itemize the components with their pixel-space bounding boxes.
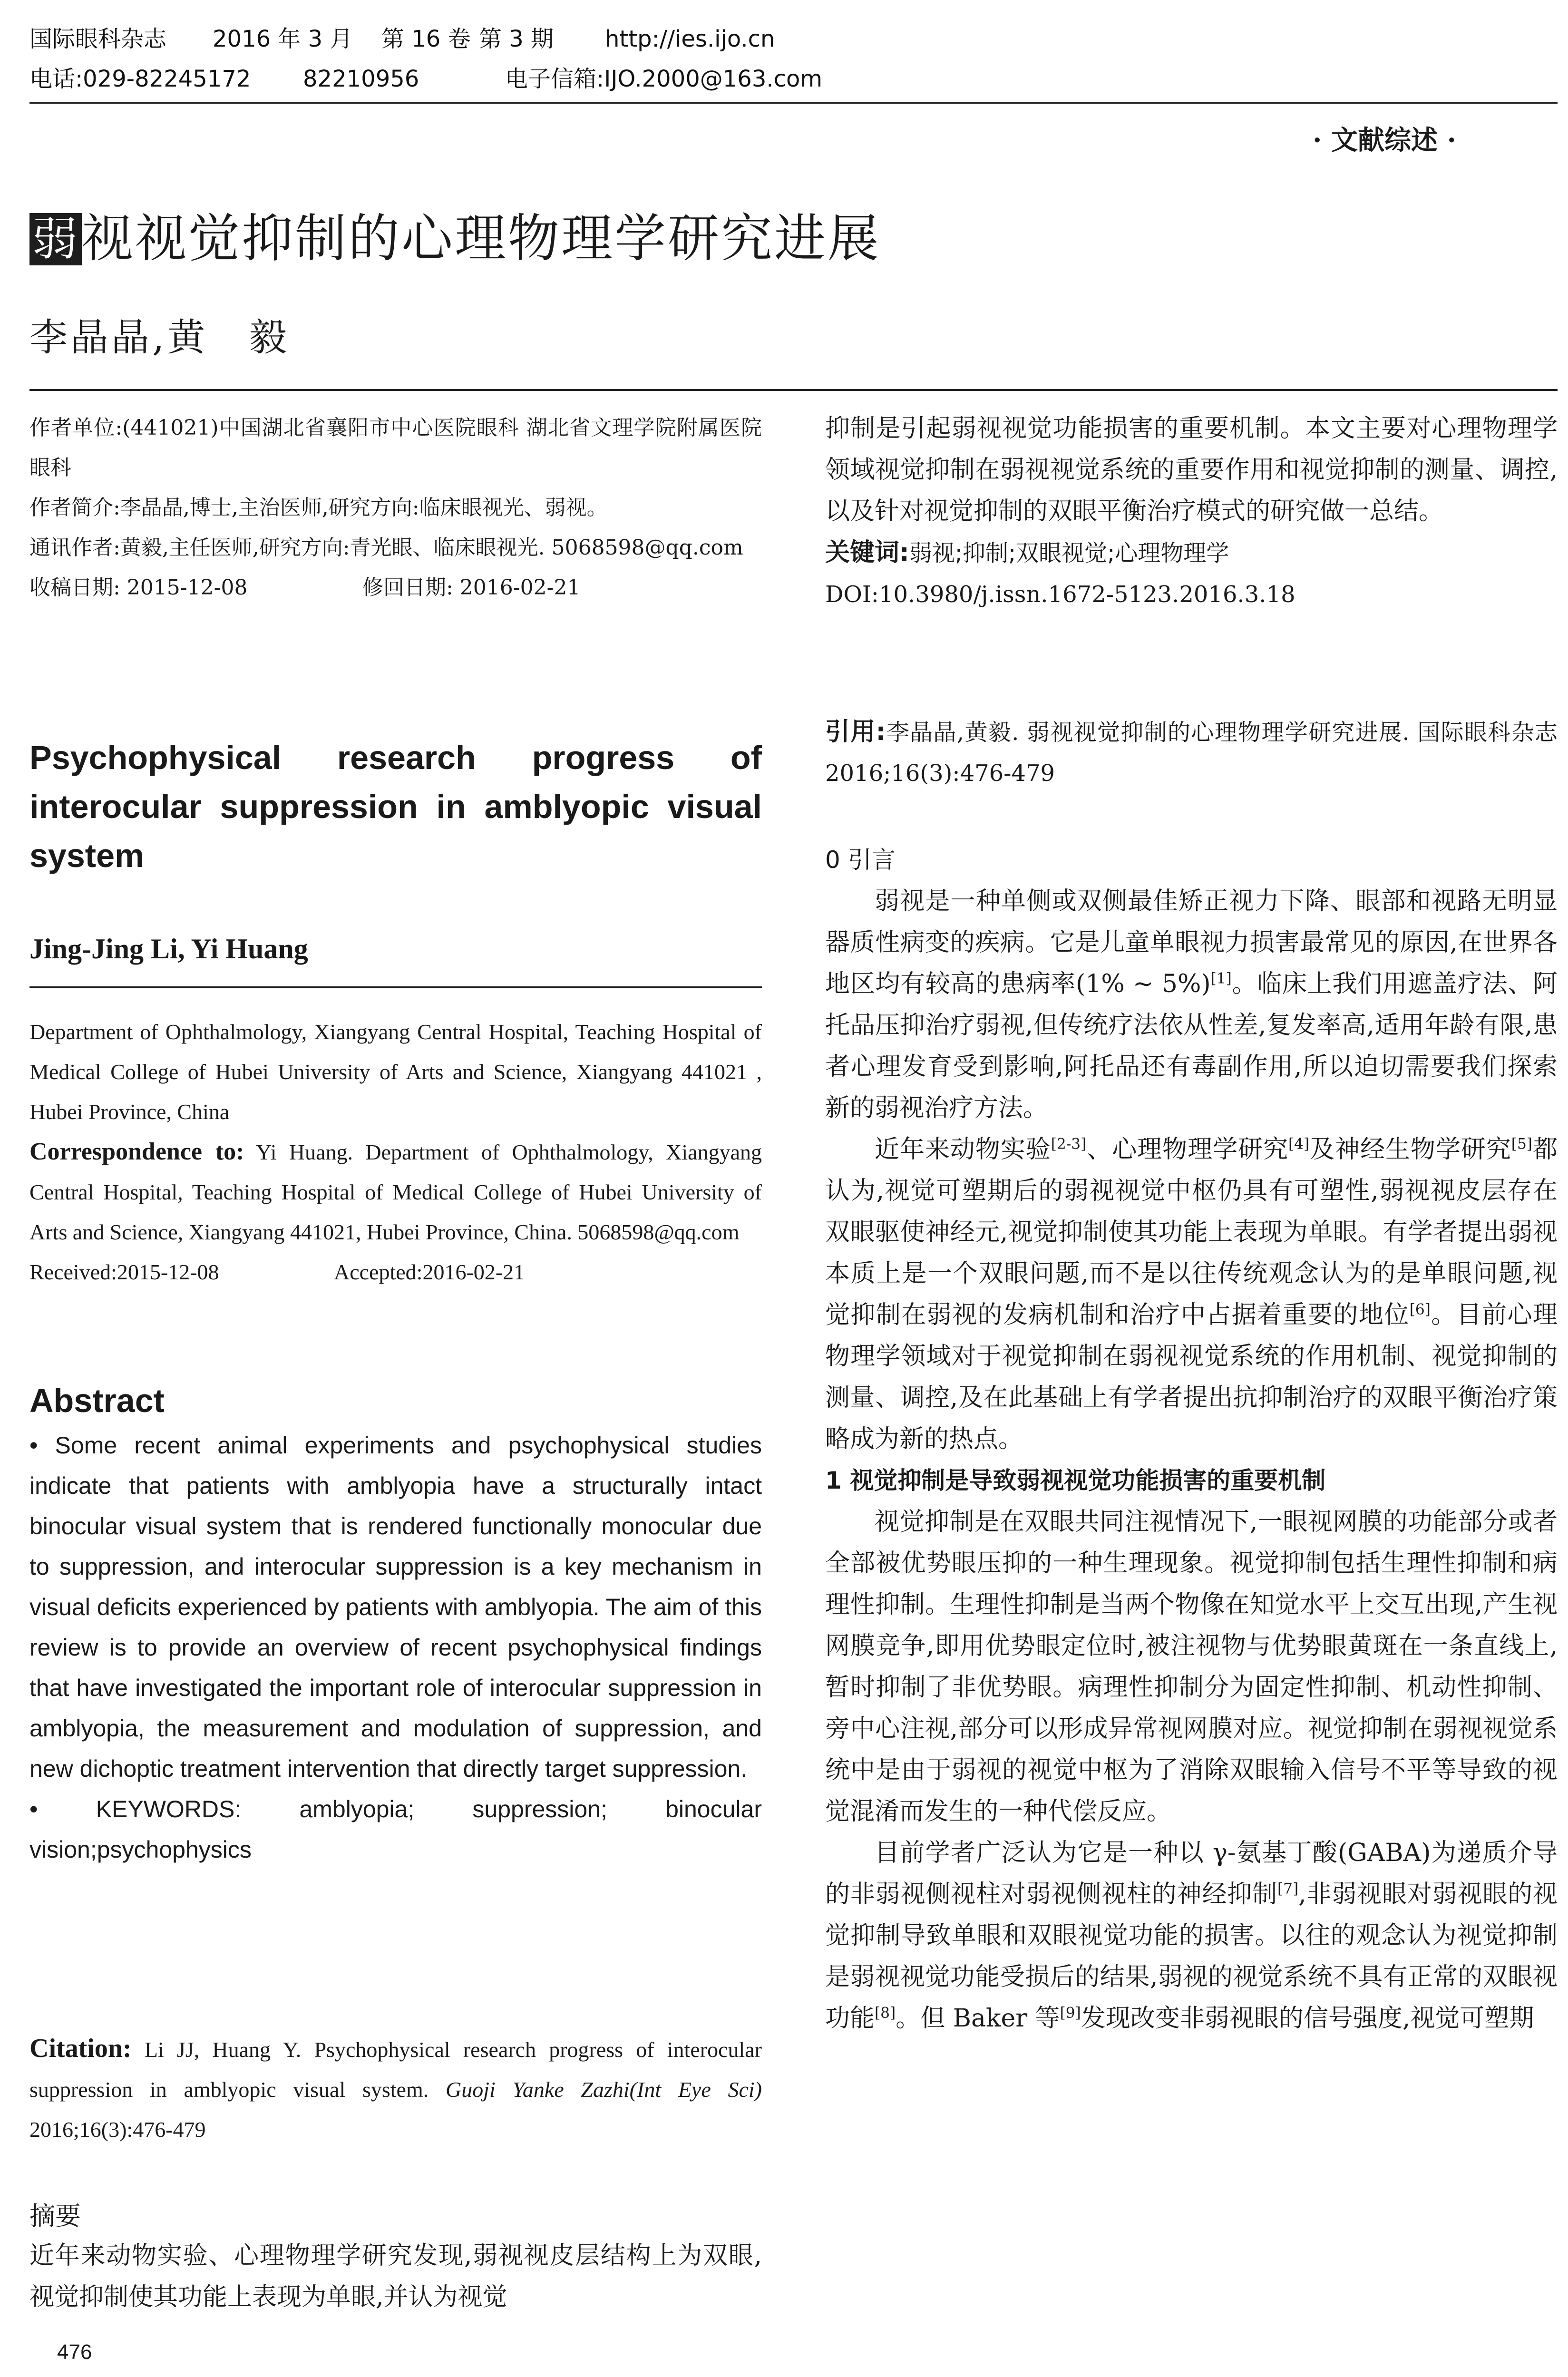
p4-text-b: ,非弱视眼对弱视眼的视觉抑制导致单眼和双眼视觉功能的损害。以往的观念认为视觉抑制是弱视视觉功能受损后的结果,弱视的视觉系统不具有正常的双眼视功能 — [825, 1880, 1558, 2033]
p1-text-a: 弱视是一种单侧或双侧最佳矫正视力下降、眼部和视路无明显器质性病变的疾病。它是儿童单眼视力损害最常见的原因,在世界各地区均有较高的患病率(1% ~ 5%) — [825, 887, 1558, 998]
phone: 电话:029-82245172 — [29, 66, 251, 92]
cite-cn — [825, 711, 1558, 794]
p2-text-c: 及神经生物学研究 — [1309, 1135, 1511, 1164]
p2-text-b: 、心理物理学研究 — [1086, 1135, 1288, 1164]
ref-4: [4] — [1288, 1135, 1310, 1153]
dates-cn — [29, 568, 762, 608]
citation-en — [29, 2028, 762, 2150]
revised-cn: 修回日期: 2016-02-21 — [362, 575, 581, 600]
paragraph-1 — [825, 881, 1558, 1129]
ref-6: [6] — [1409, 1301, 1431, 1318]
citation-text-2: 2016;16(3):476-479 — [29, 2117, 206, 2142]
section-label: · 文献综述 · — [1313, 125, 1456, 156]
volume: 第 16 卷 — [381, 26, 471, 52]
citation-label: Citation: — [29, 2034, 132, 2063]
ref-2-3: [2-3] — [1051, 1135, 1087, 1153]
title-rule — [29, 389, 1558, 391]
cite-cn-label: 引用: — [825, 718, 886, 746]
p4-text-a: 目前学者广泛认为它是一种以 γ-氨基丁酸(GABA)为递质介导的非弱视侧视柱对弱视侧视柱的神经抑制 — [825, 1839, 1558, 1909]
dates-en — [29, 1252, 762, 1292]
body-text — [825, 881, 1558, 2039]
authors-en: Jing-Jing Li, Yi Huang — [29, 933, 308, 964]
p1-text-b: 。临床上我们用遮盖疗法、阿托品压抑治疗弱视,但传统疗法依从性差,复发率高,适用年龄有限,患者心理发育受到影响,阿托品还有毒副作用,所以迫切需要我们探索新的弱视治疗方法。 — [825, 970, 1558, 1122]
citation-journal: Guoji Yanke Zazhi(Int Eye Sci) — [445, 2077, 762, 2102]
p2-text-a: 近年来动物实验 — [875, 1135, 1051, 1164]
contact-line — [29, 65, 822, 93]
abstract-cn-right — [825, 408, 1558, 615]
abstract-text: • Some recent animal experiments and psychophysical studies indicate that patients with amblyopia have a structurally intact binocular visual system that is rendered functionally monocular due to suppression, and interocular suppression is a key mechanism in visual deficits experienced by patients with amblyopia. The aim of this review is to provide an overview of recent psychophysical findings that have investigated the important role of interocular suppression in amblyopia, the measurement and modulation of suppression, and new dichoptic treatment intervention that directly target suppression. — [29, 1432, 762, 1782]
p2-text-e: 。目前心理物理学领域对于视觉抑制在弱视视觉系统的作用机制、视觉抑制的测量、调控,及在此基础上有学者提出抗抑制治疗的双眼平衡治疗策略成为新的热点。 — [825, 1301, 1558, 1453]
page-number: 476 — [57, 2340, 92, 2364]
abstract-cn-heading: 摘要 — [29, 2201, 81, 2231]
abstract-en — [29, 1425, 762, 1870]
ref-7: [7] — [1277, 1880, 1299, 1898]
paragraph-2 — [825, 1129, 1558, 1460]
affiliation-en: Department of Ophthalmology, Xiangyang Central Hospital, Teaching Hospital of Medical College of Hubei University of Arts and Science, Xiangyang 441021 , Hubei Province, China — [29, 1020, 762, 1124]
issue-number: 第 3 期 — [479, 26, 554, 52]
ref-8: [8] — [875, 2004, 896, 2022]
correspondence-en — [29, 1132, 762, 1252]
issue-date: 2016 年 3 月 — [213, 26, 353, 52]
authors-rule — [29, 986, 762, 988]
p4-text-d: 发现改变非弱视眼的信号强度,视觉可塑期 — [1081, 2004, 1534, 2033]
title-first-char: 弱 — [29, 213, 82, 265]
title-en: Psychophysical research progress of interocular suppression in amblyopic visual system — [29, 739, 762, 874]
p4-text-c: 。但 Baker 等 — [896, 2004, 1060, 2033]
cite-cn-text: 李晶晶,黄毅. 弱视视觉抑制的心理物理学研究进展. 国际眼科杂志 2016;16(3):476-479 — [825, 719, 1558, 787]
keywords-cn-text: 弱视;抑制;双眼视觉;心理物理学 — [909, 540, 1229, 566]
author-bio-cn: 作者简介:李晶晶,博士,主治医师,研究方向:临床眼视光、弱视。 — [29, 496, 608, 520]
title-rest: 视视觉抑制的心理物理学研究进展 — [82, 209, 881, 269]
received-cn: 收稿日期: 2015-12-08 — [29, 575, 248, 600]
abstract-cn-continued: 抑制是引起弱视视觉功能损害的重要机制。本文主要对心理物理学领域视觉抑制在弱视视觉系统的重要作用和视觉抑制的测量、调控,以及针对视觉抑制的双眼平衡治疗模式的研究做一总结。 — [825, 414, 1558, 526]
title-cn — [29, 205, 881, 270]
authors-cn: 李晶晶,黄 毅 — [29, 315, 290, 360]
affiliation-cn: 作者单位:(441021)中国湖北省襄阳市中心医院眼科 湖北省文理学院附属医院眼科 — [29, 416, 762, 480]
journal-url: http://ies.ijo.cn — [605, 26, 775, 52]
ref-9: [9] — [1060, 2004, 1081, 2022]
running-header — [29, 25, 775, 53]
ref-5: [5] — [1511, 1135, 1532, 1153]
abstract-heading: Abstract — [29, 1382, 165, 1419]
meta-cn — [29, 408, 762, 608]
correspondence-label: Correspondence to: — [29, 1138, 244, 1165]
keywords-cn-label: 关键词: — [825, 538, 909, 567]
paragraph-3: 视觉抑制是在双眼共同注视情况下,一眼视网膜的功能部分或者全部被优势眼压抑的一种生理现象。视觉抑制包括生理性抑制和病理性抑制。生理性抑制是当两个物像在知觉水平上交互出现,产生视网膜竞争,即用优势眼定位时,被注视物与优势眼黄斑在一条直线上,暂时抑制了非优势眼。病理性抑制分为固定性抑制、机动性抑制、旁中心注视,部分可以形成异常视网膜对应。视觉抑制在弱视视觉系统中是由于弱视的视觉中枢为了消除双眼输入信号不平等导致的视觉混淆而发生的一种代偿反应。 — [825, 1508, 1558, 1826]
p2-text-d: 都认为,视觉可塑期后的弱视视觉中枢仍具有可塑性,弱视视皮层存在双眼驱使神经元,视觉抑制使其功能上表现为单眼。有学者提出弱视本质上是一个双眼问题,而不是以往传统观念认为的是单眼问题,视觉抑制在弱视的发病机制和治疗中占据着重要的地位 — [825, 1135, 1558, 1329]
abstract-cn-left: 近年来动物实验、心理物理学研究发现,弱视视皮层结构上为双眼,视觉抑制使其功能上表现为单眼,并认为视觉 — [29, 2241, 762, 2311]
section-0-heading: 0 引言 — [825, 846, 896, 874]
accepted-en: Accepted:2016-02-21 — [334, 1260, 525, 1284]
ref-1: [1] — [1210, 970, 1232, 987]
citation-text-1: Li JJ, Huang Y. Psychophysical research progress of interocular suppression in amblyopic visual system. — [29, 2037, 762, 2102]
received-en: Received:2015-12-08 — [29, 1260, 219, 1284]
email: 电子信箱:IJO.2000@163.com — [505, 66, 823, 92]
phone-2: 82210956 — [303, 66, 419, 92]
affiliation-block-en — [29, 1012, 762, 1292]
paragraph-4 — [825, 1832, 1558, 2039]
section-1-heading: 1 视觉抑制是导致弱视视觉功能损害的重要机制 — [825, 1467, 1326, 1494]
correspondence-cn: 通讯作者:黄毅,主任医师,研究方向:青光眼、临床眼视光. 5068598@qq.com — [29, 536, 743, 560]
journal-name: 国际眼科杂志 — [29, 26, 167, 52]
citation-paragraph — [29, 2028, 762, 2150]
keywords-en: • KEYWORDS: amblyopia; suppression; binocular vision;psychophysics — [29, 1796, 762, 1863]
keywords-cn — [825, 532, 1558, 574]
correspondence-text: Yi Huang. Department of Ophthalmology, Xiangyang Central Hospital, Teaching Hospital of Medical College of Hubei University of Arts and Science, Xiangyang 441021, Hubei Province, China. 5068598@qq.com — [29, 1140, 762, 1244]
doi: DOI:10.3980/j.issn.1672-5123.2016.3.18 — [825, 581, 1295, 608]
header-rule — [29, 102, 1558, 104]
